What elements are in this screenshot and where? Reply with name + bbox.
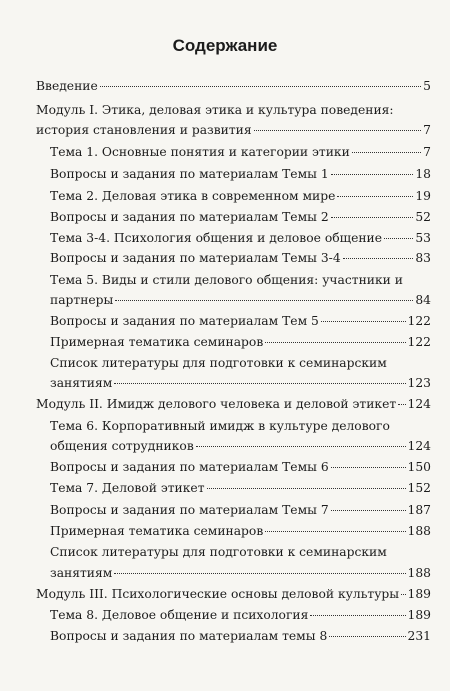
page-number: 189	[407, 608, 431, 622]
page-number: 187	[407, 503, 431, 517]
toc-entry-text: история становления и развития	[36, 123, 252, 137]
toc-entry-text: Тема 1. Основные понятия и категории этики	[50, 145, 350, 159]
page-number: 152	[407, 481, 431, 495]
toc-entry	[50, 230, 431, 246]
dot-leader	[321, 320, 406, 322]
dot-leader	[398, 403, 405, 405]
dot-leader	[352, 151, 421, 153]
toc-entry-text: Примерная тематика семинаров	[50, 335, 264, 349]
toc-entry-text: партнеры	[50, 293, 114, 307]
dot-leader	[331, 216, 414, 218]
page-number: 123	[407, 376, 431, 390]
page-number: 53	[415, 231, 431, 245]
dot-leader	[207, 487, 406, 489]
toc-entry	[50, 375, 431, 391]
toc-entry	[50, 144, 431, 160]
toc-entry	[36, 122, 431, 138]
toc-entry-text: занятиям	[50, 566, 113, 580]
toc-entry	[50, 565, 431, 581]
page-number: 5	[423, 79, 431, 93]
page-number: 84	[415, 293, 431, 307]
page-number: 189	[407, 587, 431, 601]
page-number: 19	[415, 189, 431, 203]
dot-leader	[100, 85, 421, 87]
toc-entry	[50, 334, 431, 350]
toc-entry	[50, 502, 431, 518]
dot-leader	[196, 445, 406, 447]
toc-entry-text: общения сотрудников	[50, 439, 194, 453]
toc-entry-text: Модуль III. Психологические основы деловой культуры	[36, 587, 400, 601]
toc-entry	[50, 628, 431, 644]
toc-entry	[36, 586, 431, 602]
toc-entry-text: Модуль II. Имидж делового человека и деловой этикет	[36, 397, 397, 411]
dot-leader	[343, 257, 414, 259]
dot-leader	[265, 341, 405, 343]
toc-entry-text: Тема 6. Корпоративный имидж в культуре делового	[50, 419, 390, 433]
dot-leader	[114, 382, 405, 384]
page-number: 7	[423, 145, 431, 159]
dot-leader	[114, 572, 405, 574]
toc-entry	[50, 166, 431, 182]
toc-entry	[50, 292, 431, 308]
toc-entry	[50, 209, 431, 225]
dot-leader	[254, 129, 422, 131]
toc-entry-text: Вопросы и задания по материалам Темы 6	[50, 460, 329, 474]
page-number: 122	[407, 314, 431, 328]
page-number: 188	[407, 524, 431, 538]
toc-entry-text: Вопросы и задания по материалам Темы 7	[50, 503, 329, 517]
dot-leader	[310, 614, 405, 616]
dot-leader	[337, 195, 413, 197]
page-number: 124	[407, 439, 431, 453]
dot-leader	[331, 466, 406, 468]
page-number: 122	[407, 335, 431, 349]
toc-entry-text: Тема 2. Деловая этика в современном мире	[50, 189, 336, 203]
toc-entry-text: Тема 7. Деловой этикет	[50, 481, 205, 495]
toc-entry-text: Вопросы и задания по материалам темы 8	[50, 629, 328, 643]
dot-leader	[115, 299, 413, 301]
toc-entry	[50, 607, 431, 623]
toc-entry	[50, 459, 431, 475]
toc-entry	[50, 480, 431, 496]
toc-entry-text: Тема 8. Деловое общение и психология	[50, 608, 309, 622]
page-number: 124	[407, 397, 431, 411]
toc-entry-text: Вопросы и задания по материалам Темы 1	[50, 167, 329, 181]
toc-entry	[36, 78, 431, 94]
toc-entry	[36, 396, 431, 412]
toc-entry	[50, 523, 431, 539]
toc-entry-text: Список литературы для подготовки к семинарским	[50, 356, 387, 370]
page-title: Содержание	[172, 36, 278, 55]
dot-leader	[329, 635, 405, 637]
toc-entry-text: занятиям	[50, 376, 113, 390]
toc-entry-text: Введение	[36, 79, 98, 93]
toc-entry-text: Примерная тематика семинаров	[50, 524, 264, 538]
page-number: 231	[407, 629, 431, 643]
toc-entry-text: Тема 3-4. Психология общения и деловое общение	[50, 231, 383, 245]
page-number: 188	[407, 566, 431, 580]
dot-leader	[331, 173, 414, 175]
toc-entry	[50, 313, 431, 329]
dot-leader	[265, 530, 405, 532]
toc-entry-text: Список литературы для подготовки к семинарским	[50, 545, 387, 559]
dot-leader	[384, 237, 413, 239]
page-number: 150	[407, 460, 431, 474]
toc-entry	[50, 438, 431, 454]
toc-entry-text: Модуль I. Этика, деловая этика и культура поведения:	[36, 103, 394, 117]
dot-leader	[401, 593, 405, 595]
page-number: 83	[415, 251, 431, 265]
toc-entry-text: Вопросы и задания по материалам Темы 2	[50, 210, 329, 224]
toc-entry-text: Вопросы и задания по материалам Тем 5	[50, 314, 319, 328]
page-number: 7	[423, 123, 431, 137]
toc-entry	[50, 188, 431, 204]
toc-entry-text: Тема 5. Виды и стили делового общения: участники и	[50, 273, 403, 287]
dot-leader	[331, 509, 406, 511]
toc-entry	[50, 250, 431, 266]
page-number: 18	[415, 167, 431, 181]
page-number: 52	[415, 210, 431, 224]
toc-entry-text: Вопросы и задания по материалам Темы 3-4	[50, 251, 341, 265]
